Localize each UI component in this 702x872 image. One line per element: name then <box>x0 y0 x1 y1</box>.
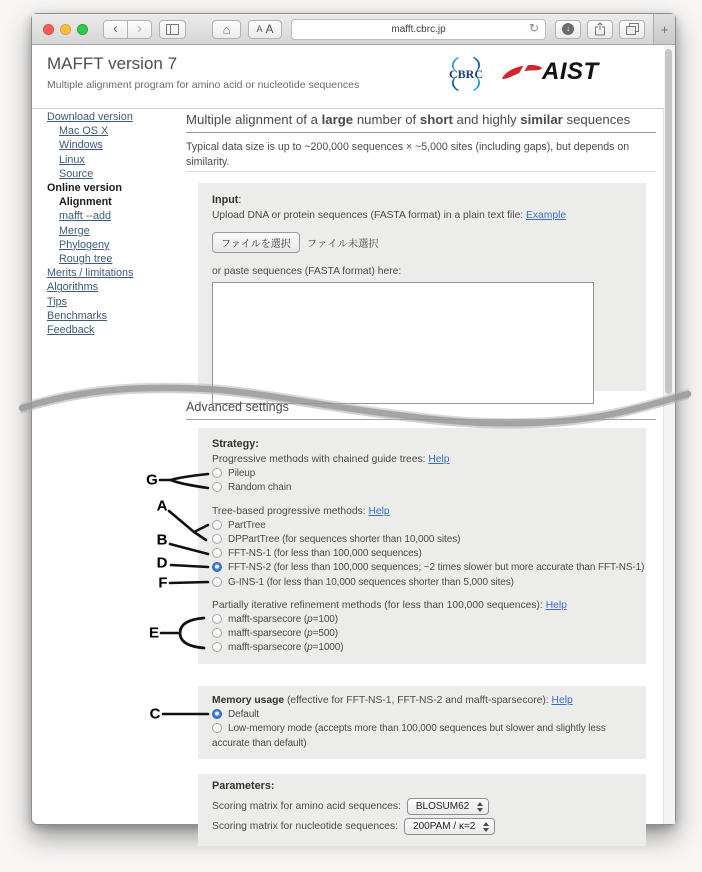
tree-methods-header: Tree-based progressive methods: Help <box>212 505 390 517</box>
tabs-icon <box>626 23 639 35</box>
radio-button[interactable] <box>212 468 222 478</box>
radio-button-selected[interactable] <box>212 562 222 572</box>
radio-button[interactable] <box>212 534 222 544</box>
parameters-title: Parameters: <box>212 780 275 792</box>
choose-file-button[interactable]: ファイルを選択 <box>212 232 300 253</box>
scrollbar-thumb[interactable] <box>665 49 672 394</box>
chained-methods-header: Progressive methods with chained guide trees: Help <box>212 454 450 465</box>
sidebar-item-source[interactable]: Source <box>59 167 94 180</box>
share-icon <box>594 22 606 36</box>
radio-option-sparsecore-100[interactable]: mafft-sparsecore (p=100) <box>212 613 632 627</box>
main-heading: Multiple alignment of a large number of short and highly similar sequences <box>186 112 656 133</box>
memory-section <box>198 686 646 759</box>
minimize-window-button[interactable] <box>60 24 71 35</box>
download-icon: ↓ <box>562 23 574 35</box>
upload-instruction: Upload DNA or protein sequences (FASTA format) in a plain text file: Example <box>212 210 567 221</box>
sidebar-item-merits-limitations[interactable]: Merits / limitations <box>47 267 134 280</box>
cbrc-label: CBRC <box>448 67 484 81</box>
sidebar-item-benchmarks[interactable]: Benchmarks <box>47 309 108 322</box>
nucleotide-scoring-select[interactable]: 200PAM / κ=2 <box>404 818 495 835</box>
radio-option-low-memory[interactable]: Low-memory mode (accepts more than 100,000 sequences but slower and slightly less accurate than default) <box>212 723 606 749</box>
site-header <box>32 45 664 109</box>
annotation-letter-e: E <box>148 624 160 642</box>
sidebar-item-download-version[interactable]: Download version <box>47 111 133 123</box>
font-size-button[interactable] <box>248 20 282 39</box>
share-button[interactable] <box>587 20 613 39</box>
annotation-letter-c: C <box>149 705 161 723</box>
sidebar-item-rough-tree[interactable]: Rough tree <box>59 253 113 266</box>
annotation-letter-g: G <box>146 471 158 489</box>
reload-icon[interactable]: ↻ <box>528 20 539 35</box>
close-window-button[interactable] <box>43 24 54 35</box>
page-subtitle: Multiple alignment program for amino acid or nucleotide sequences <box>47 79 360 91</box>
sidebar-item-tips[interactable]: Tips <box>47 295 67 308</box>
annotation-letter-a: A <box>156 497 168 515</box>
divider <box>186 171 656 172</box>
radio-option-sparsecore-500[interactable]: mafft-sparsecore (p=500) <box>212 627 632 641</box>
sidebar-item-mafft-add[interactable]: mafft --add <box>59 210 112 223</box>
radio-option-dpparttree[interactable]: DPPartTree (for sequences shorter than 10,000 sites) <box>212 533 632 547</box>
tab-overview-button[interactable] <box>619 20 645 39</box>
help-link-tree[interactable]: Help <box>368 505 390 517</box>
stepper-icon <box>483 822 489 832</box>
radio-button[interactable] <box>212 723 222 733</box>
memory-header: Memory usage (effective for FFT-NS-1, FFT-NS-2 and mafft-sparsecore): Help <box>212 695 573 706</box>
strategy-title: Strategy: <box>212 438 259 450</box>
sidebar-item-windows[interactable]: Windows <box>59 139 103 152</box>
intro-text: Typical data size is up to ~200,000 sequences × ~5,000 sites (including gaps), but depends on similarity. <box>186 141 630 169</box>
back-icon: ‹ <box>113 19 118 37</box>
sidebar-nav <box>47 110 185 337</box>
radio-button-selected[interactable] <box>212 709 222 719</box>
radio-button[interactable] <box>212 577 222 587</box>
radio-button[interactable] <box>212 520 222 530</box>
sidebar-item-alignment: Alignment <box>59 196 112 209</box>
annotation-letter-d: D <box>156 554 168 572</box>
downloads-button[interactable] <box>555 20 581 39</box>
help-link-memory[interactable]: Help <box>551 695 573 706</box>
radio-option-memory-default[interactable]: Default <box>212 708 632 722</box>
sidebar-item-feedback[interactable]: Feedback <box>47 324 95 337</box>
input-section-title: Input: <box>212 194 242 206</box>
forward-button[interactable] <box>127 20 152 39</box>
help-link-iterative[interactable]: Help <box>545 599 567 611</box>
radio-option-fft-ns-2[interactable]: FFT-NS-2 (for less than 100,000 sequences; ~2 times slower but more accurate than FFT-NS-1) <box>212 561 632 575</box>
browser-toolbar <box>32 14 675 45</box>
aist-logo <box>500 57 638 91</box>
sequence-textarea[interactable] <box>212 282 594 404</box>
new-tab-button[interactable] <box>653 14 675 44</box>
forward-icon: › <box>137 19 142 37</box>
zoom-window-button[interactable] <box>77 24 88 35</box>
paste-instruction: or paste sequences (FASTA format) here: <box>212 266 402 277</box>
radio-button[interactable] <box>212 482 222 492</box>
example-link[interactable]: Example <box>526 210 567 221</box>
sidebar-item-merge[interactable]: Merge <box>59 224 90 237</box>
sidebar-item-algorithms[interactable]: Algorithms <box>47 281 99 294</box>
radio-option-sparsecore-1000[interactable]: mafft-sparsecore (p=1000) <box>212 641 632 655</box>
home-icon: ⌂ <box>222 21 231 37</box>
radio-option-random-chain[interactable]: Random chain <box>212 481 632 495</box>
sidebar-item-linux[interactable]: Linux <box>59 153 85 166</box>
sidebar-item-mac-os-x[interactable]: Mac OS X <box>59 125 109 138</box>
advanced-settings-heading: Advanced settings <box>186 400 656 420</box>
browser-window <box>31 13 676 832</box>
radio-button[interactable] <box>212 548 222 558</box>
back-button[interactable] <box>103 20 128 39</box>
parameters-section <box>198 774 646 846</box>
cbrc-logo <box>438 53 494 95</box>
file-status-text: ファイル未選択 <box>306 239 379 250</box>
annotation-letter-f: F <box>158 574 168 592</box>
font-smaller-icon: A <box>256 24 263 34</box>
amino-scoring-row: Scoring matrix for amino acid sequences: BLOSUM62 <box>212 798 632 815</box>
radio-option-pileup[interactable]: Pileup <box>212 467 632 481</box>
input-section <box>198 183 646 391</box>
radio-option-parttree[interactable]: PartTree <box>212 519 632 533</box>
radio-button[interactable] <box>212 614 222 624</box>
plus-icon: + <box>660 21 669 37</box>
strategy-section <box>198 428 646 664</box>
url-text: mafft.cbrc.jp <box>391 23 446 35</box>
radio-option-fft-ns-1[interactable]: FFT-NS-1 (for less than 100,000 sequences) <box>212 547 632 561</box>
annotation-letter-b: B <box>156 531 168 549</box>
radio-button[interactable] <box>212 642 222 652</box>
radio-option-g-ins-1[interactable]: G-INS-1 (for less than 10,000 sequences shorter than 5,000 sites) <box>212 576 632 590</box>
aist-label: AIST <box>542 58 599 85</box>
sidebar-icon <box>166 24 179 35</box>
page-title: MAFFT version 7 <box>47 54 178 73</box>
nucleotide-scoring-row: Scoring matrix for nucleotide sequences: 200PAM / κ=2 <box>212 818 632 835</box>
sidebar-toggle-button[interactable] <box>159 20 186 39</box>
help-link-chained[interactable]: Help <box>428 454 450 465</box>
iterative-methods-header: Partially iterative refinement methods (for less than 100,000 sequences): Help <box>212 599 567 611</box>
sidebar-item-online-version: Online version <box>47 182 122 195</box>
home-button[interactable] <box>212 20 241 39</box>
scrollbar-track[interactable] <box>663 45 675 824</box>
address-bar[interactable] <box>291 19 546 40</box>
sidebar-item-phylogeny[interactable]: Phylogeny <box>59 238 110 251</box>
font-larger-icon: A <box>265 22 274 36</box>
radio-button[interactable] <box>212 628 222 638</box>
amino-scoring-select[interactable]: BLOSUM62 <box>407 798 489 815</box>
stepper-icon <box>477 802 483 812</box>
